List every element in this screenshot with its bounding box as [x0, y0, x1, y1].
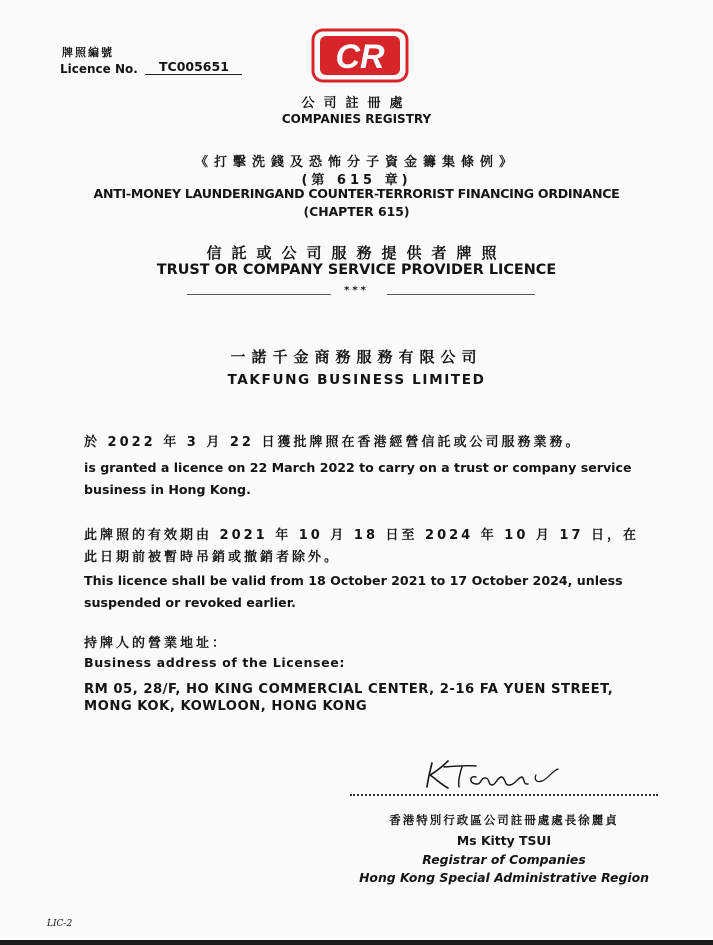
- companies-registry-logo: [311, 28, 409, 83]
- validity-text-cn-line1: 此牌照的有效期由 2021 年 10 月 18 日至 2024 年 10 月 17 日，在: [84, 528, 640, 543]
- licensee-name-en: TAKFUNG BUSINESS LIMITED: [227, 372, 486, 388]
- address-label-cn: 持牌人的營業地址：: [84, 636, 229, 651]
- page-bottom-edge: [0, 940, 713, 945]
- licence-type-en: TRUST OR COMPANY SERVICE PROVIDER LICENCE: [156, 262, 557, 278]
- divider-stars: ***: [344, 285, 369, 296]
- registrar-region: Hong Kong Special Administrative Region: [359, 870, 649, 885]
- registry-name-cn: 公司註冊處: [301, 96, 412, 111]
- registrar-role: Registrar of Companies: [422, 852, 586, 867]
- registrar-title-cn: 香港特別行政區公司註冊處處長徐麗貞: [389, 813, 619, 827]
- address-label-en: Business address of the Licensee:: [84, 655, 346, 670]
- validity-text-cn-line2: 此日期前被暫時吊銷或撤銷者除外。: [84, 550, 341, 565]
- grant-text-en-line1: is granted a licence on 22 March 2022 to carry on a trust or company service: [84, 460, 632, 475]
- ordinance-chapter-en: (CHAPTER 615): [303, 204, 410, 219]
- licence-label-cn: 牌照編號: [62, 46, 114, 59]
- registry-name-en: COMPANIES REGISTRY: [281, 112, 432, 126]
- licence-number: TC005651: [145, 59, 242, 75]
- logo-text: CR: [335, 38, 385, 76]
- licence-type-cn: 信託或公司服務提供者牌照: [206, 244, 507, 262]
- ordinance-chapter-cn: (第 615 章): [301, 173, 412, 188]
- address-line1: RM 05, 28/F, HO KING COMMERCIAL CENTER, 2-16 FA YUEN STREET,: [84, 682, 614, 697]
- registrar-signature: [418, 755, 568, 793]
- licensee-name-cn: 一諾千金商務服務有限公司: [230, 348, 483, 366]
- grant-text-en-line2: business in Hong Kong.: [84, 482, 251, 497]
- divider-right: [387, 294, 535, 295]
- validity-text-en-line1: This licence shall be valid from 18 October 2021 to 17 October 2024, unless: [84, 573, 623, 588]
- validity-text-en-line2: suspended or revoked earlier.: [84, 595, 296, 610]
- grant-text-cn: 於 2022 年 3 月 22 日獲批牌照在香港經營信託或公司服務業務。: [84, 435, 582, 450]
- licence-label-en: Licence No.: [60, 62, 138, 76]
- ordinance-title-cn: 《打擊洗錢及恐怖分子資金籌集條例》: [194, 155, 518, 170]
- form-code: LIC-2: [47, 919, 73, 929]
- address-line2: MONG KOK, KOWLOON, HONG KONG: [84, 699, 368, 714]
- signature-dotted-line: [350, 794, 658, 796]
- ordinance-title-en: ANTI-MONEY LAUNDERINGAND COUNTER-TERRORIST FINANCING ORDINANCE: [93, 186, 620, 201]
- registrar-name: Ms Kitty TSUI: [456, 833, 552, 848]
